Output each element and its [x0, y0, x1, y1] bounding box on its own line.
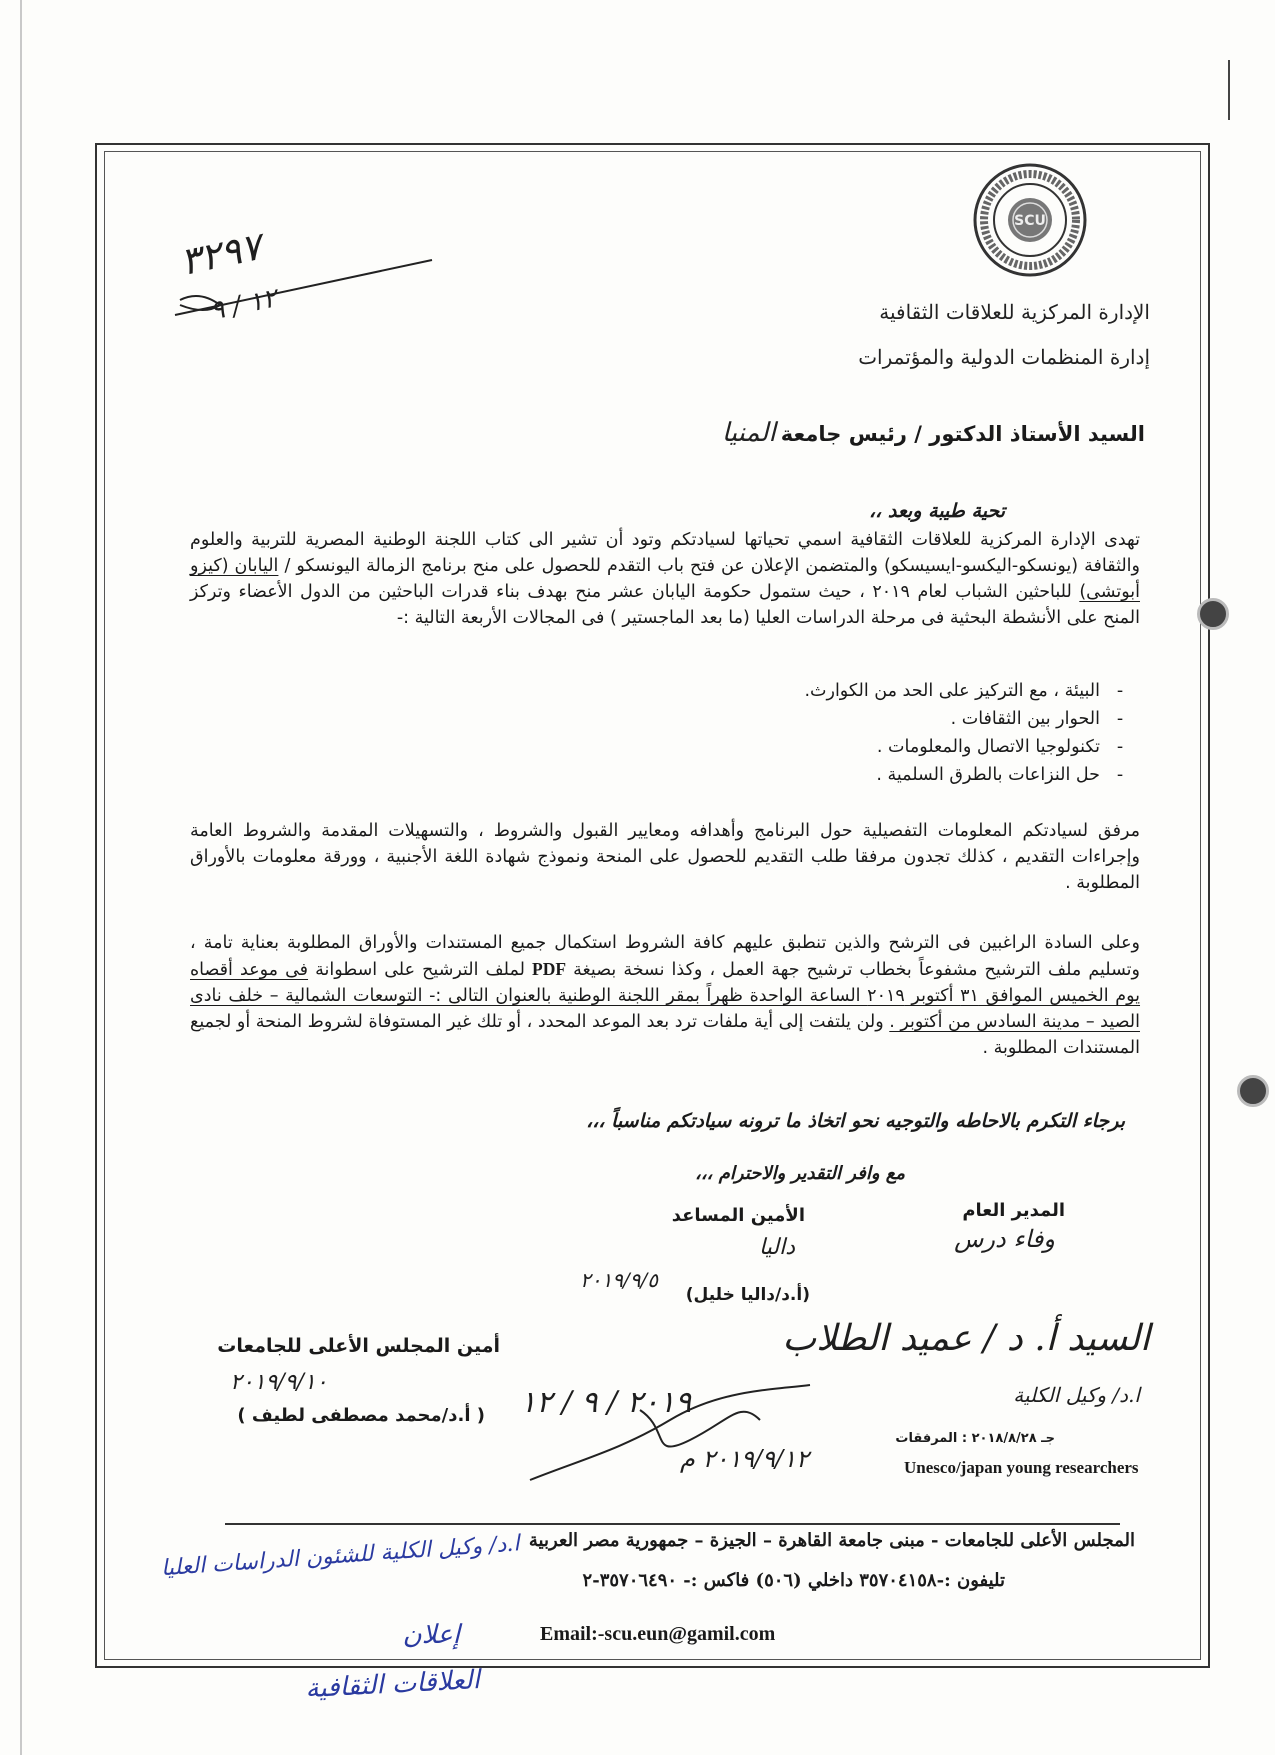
- list-item: - حل النزاعات بالطرق السلمية .: [540, 761, 1140, 789]
- research-areas-list: [540, 677, 1140, 789]
- greeting: تحية طيبة وبعد ،،: [869, 500, 1005, 522]
- list-item: - الحوار بين الثقافات .: [540, 705, 1140, 733]
- paragraph-3-part-3: ولن يلتفت إلى أية ملفات ترد بعد الموعد المحدد ، أو تلك غير المستوفاة لشروط المنحة أو لجميع المستندات المطلوبة .: [190, 1012, 1140, 1058]
- paragraph-3-part-2: لملف الترشيح على اسطوانة: [308, 960, 532, 980]
- paragraph-1-underlined: اليابان (كيزو أبوتشى): [190, 556, 1140, 602]
- paragraph-1-part-2: للباحثين الشباب لعام ٢٠١٩ ، حيث ستمول حكومة اليابان عشر منح بهدف بناء قدرات الباحثين من الدول الأعضاء وتركز المنح على الأنشطة البحثية فى مرحلة الدراسات العليا (ما بعد الماجستير ) فى المجالات الأربعة التالية :-: [190, 582, 1140, 628]
- registration-number: ٣٢٩٧: [176, 223, 266, 285]
- list-item: - تكنولوجيا الاتصال والمعلومات .: [540, 733, 1140, 761]
- assistant-secretary-signature: داليا: [759, 1235, 795, 1260]
- margin-note-blue-3: العلاقات الثقافية: [304, 1665, 481, 1705]
- addressee-printed: السيد الأستاذ الدكتور / رئيس جامعة: [780, 422, 1145, 446]
- addressee-line: [345, 418, 1145, 448]
- attachments-label: المرفقات: [895, 1431, 958, 1446]
- seal-logo-text: SCU: [1014, 213, 1046, 229]
- general-manager-title: المدير العام: [962, 1200, 1065, 1221]
- signature-scribble: [520, 1380, 820, 1500]
- footer-phone: تليفون :-٣٥٧٠٤١٥٨ داخلي (٥٠٦) فاكس :- ٣٥٧٠٦٤٩٠-٢: [582, 1570, 1005, 1591]
- closing-request: برجاء التكرم بالاحاطه والتوجيه نحو اتخاذ ما ترونه سيادتكم مناسباً ،،،: [586, 1110, 1125, 1132]
- assistant-secretary-title: الأمين المساعد: [671, 1205, 805, 1226]
- handwritten-date-2: ٢٠١٩/٩/١٢ م: [680, 1445, 809, 1473]
- closing-regards: مع وافر التقدير والاحترام ،،،: [695, 1163, 905, 1184]
- punch-hole-top: [1197, 598, 1229, 630]
- registration-date: ١٢ / ٩: [207, 283, 280, 327]
- secretary-general-title: أمين المجلس الأعلى للجامعات: [217, 1335, 500, 1357]
- pdf-label: PDF: [532, 959, 567, 979]
- general-manager-signature: وفاء درس: [954, 1225, 1055, 1253]
- margin-note-blue-2: إعلان: [402, 1620, 460, 1650]
- page-edge-line: [20, 0, 22, 1755]
- list-item: - البيئة ، مع التركيز على الحد من الكوارث.: [540, 677, 1140, 705]
- paragraph-announcement: [190, 527, 1140, 631]
- footer-divider: [225, 1523, 1120, 1525]
- footer-address: المجلس الأعلى للجامعات - مبنى جامعة القاهرة – الجيزة – جمهورية مصر العربية: [528, 1530, 1135, 1551]
- attachments-code: جـ ٢٠١٨/٨/٢٨ :: [961, 1431, 1055, 1446]
- paragraph-1-part-1: تهدى الإدارة المركزية للعلاقات الثقافية اسمي تحياتها لسيادتكم وتود أن تشير الى كتاب اللجنة الوطنية المصرية للتربية والعلوم والثقافة (يونسكو-اليكسو-ايسيسكو) والمتضمن الإعلان عن فتح باب التقدم للحصول على منح برنامج الزمالة اليونسكو /: [190, 530, 1140, 576]
- department-line-1: الإدارة المركزية للعلاقات الثقافية: [879, 300, 1150, 324]
- assistant-secretary-name: (أ.د/داليا خليل): [685, 1285, 810, 1305]
- registration-stamp-strokes: [170, 255, 440, 325]
- paragraph-attachments: مرفق لسيادتكم المعلومات التفصيلية حول البرنامج وأهدافه ومعايير القبول والشروط ، والتسهيلات المقدمة والشروط العامة وإجراءات التقديم ، كذلك تجدون مرفقا طلب التقديم للحصول على المنحة ونموذج شهادة اللغة الأجنبية ، وورقة معلومات بالأوراق المطلوبة .: [190, 821, 1140, 893]
- handwritten-dean-note: ا.د/ وكيل الكلية: [1013, 1383, 1140, 1407]
- footer-email: Email:-scu.eun@gamil.com: [540, 1623, 776, 1645]
- handwritten-date: ٢٠١٩ / ٩ / ١٢: [520, 1385, 692, 1420]
- attachments-line: [805, 1431, 1055, 1446]
- punch-hole-bottom: [1237, 1075, 1269, 1107]
- margin-note-blue: ا.د/ وكيل الكلية للشئون الدراسات العليا: [160, 1531, 521, 1582]
- handwritten-instruction: السيد أ. د / عميد الطلاب: [782, 1318, 1150, 1359]
- secretary-general-signature: ٢٠١٩/٩/١٠: [230, 1370, 328, 1395]
- page-edge-tick: [1228, 60, 1230, 120]
- attachments-title: Unesco/japan young researchers: [904, 1458, 1139, 1477]
- paragraph-submission: [190, 930, 1140, 1061]
- scu-seal-logo: [972, 162, 1088, 278]
- assistant-secretary-date: ٢٠١٩/٩/٥: [580, 1268, 658, 1292]
- addressee-handwritten: المنيا: [721, 418, 776, 448]
- department-line-2: إدارة المنظمات الدولية والمؤتمرات: [858, 345, 1150, 369]
- paragraph-3-part-1: وعلى السادة الراغبين فى الترشح والذين تنطبق عليهم كافة الشروط استكمال جميع المستندات والأوراق المطلوبة بعناية تامة ، وتسليم ملف الترشيح مشفوعاً بخطاب ترشيح جهة العمل ، وكذا نسخة بصيغة: [190, 933, 1141, 980]
- paragraph-3-deadline: فى موعد أقصاه يوم الخميس الموافق ٣١ أكتوبر ٢٠١٩ الساعة الواحدة ظهراً بمقر اللجنة الوطنية بالعنوان التالى :- التوسعات الشمالية – خلف نادى الصيد – مدينة السادس من أكتوبر .: [190, 960, 1141, 1032]
- secretary-general-name: ( أ.د/محمد مصطفى لطيف ): [237, 1405, 485, 1426]
